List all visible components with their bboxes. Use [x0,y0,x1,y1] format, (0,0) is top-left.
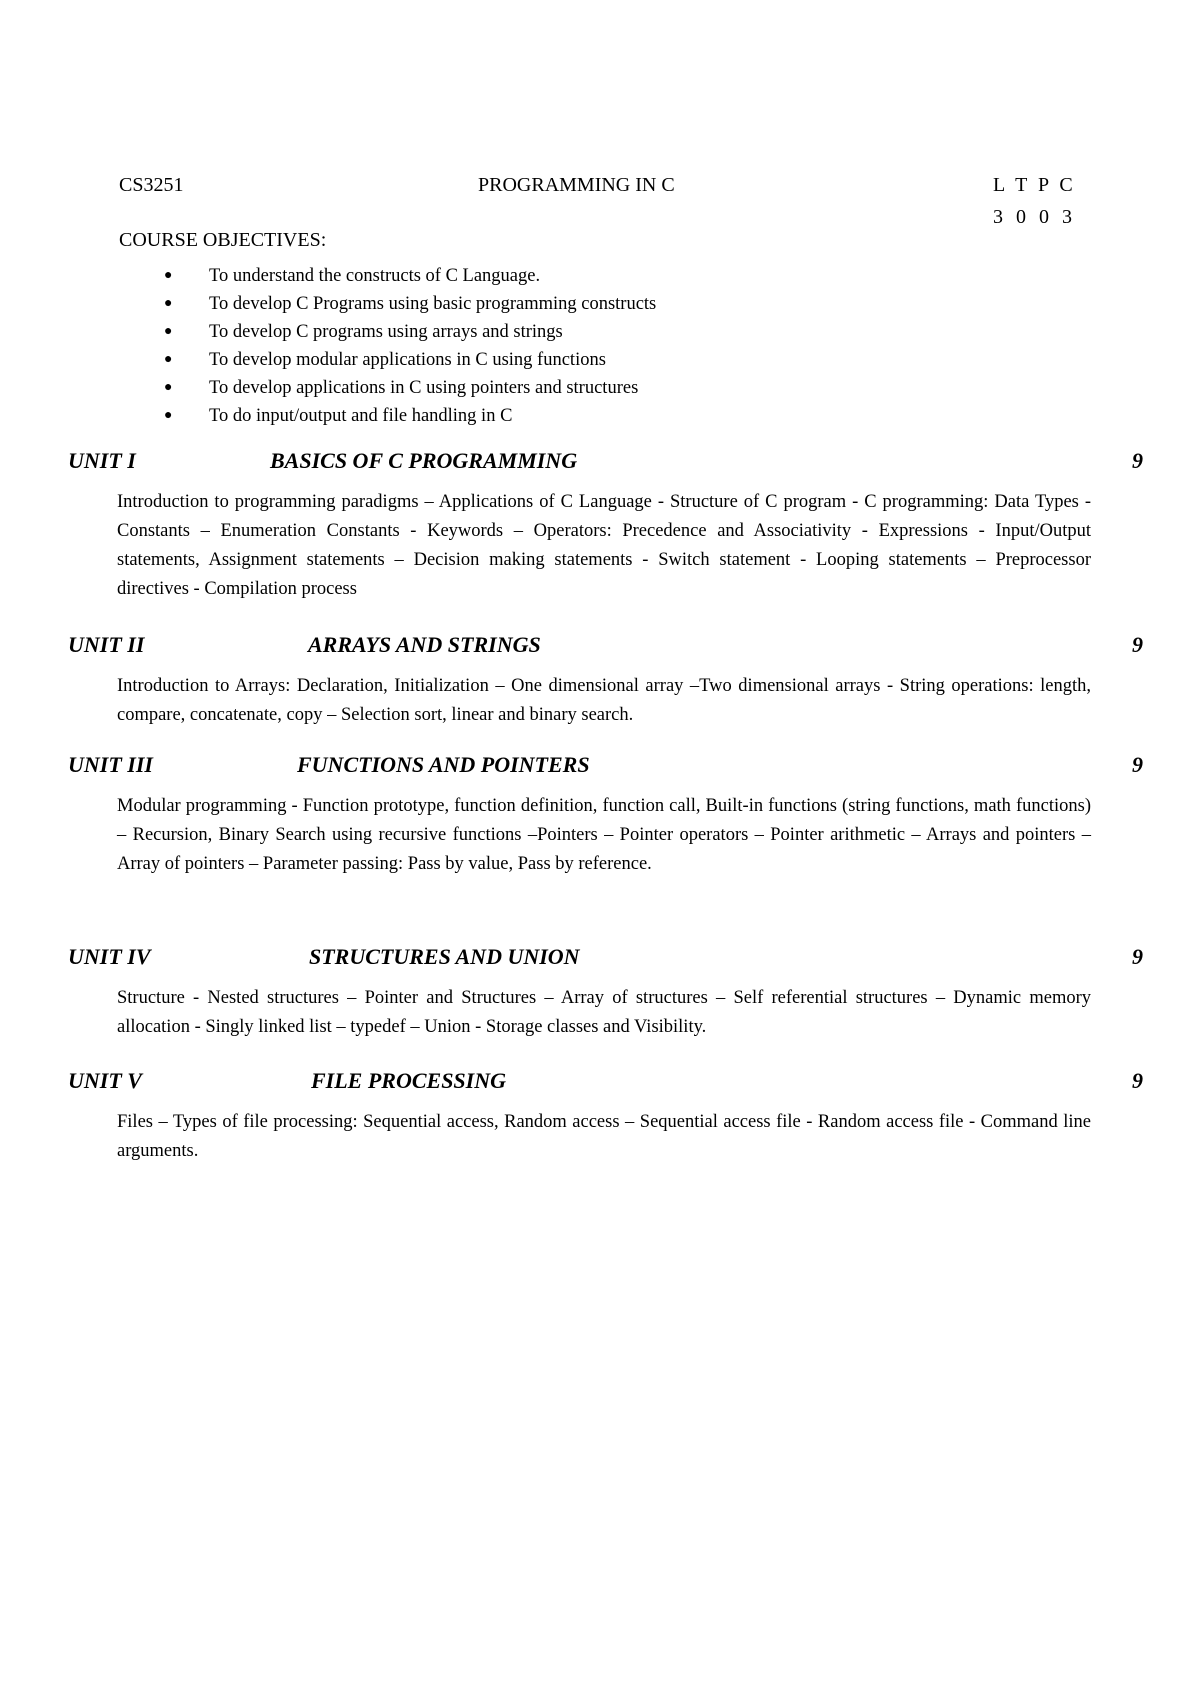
objectives-list [160,262,656,430]
ltpc-labels: L T P C [993,174,1073,196]
unit-1-heading [68,448,1143,478]
objective-item [160,318,656,346]
unit-hours: 9 [1132,448,1143,473]
objective-item [160,290,656,318]
unit-3-heading [68,752,1143,782]
objective-text: To develop C Programs using basic programming constructs [209,294,657,314]
objectives-heading: COURSE OBJECTIVES: [119,229,327,251]
bullet-icon: ● [164,352,173,367]
objective-item [160,402,656,430]
unit-hours: 9 [1132,632,1143,657]
unit-1-content: Introduction to programming paradigms – Applications of C Language - Structure of C program - C programming: Data Types - Constants – Enumeration Constants - Keywords – Operators: Precedence and Associativity - Expressions - Input/Output statements, Assignment statements – Decision making statements - Switch statement - Looping statements – Preprocessor directives - Compilation process [117,492,1091,599]
course-code: CS3251 [119,174,184,196]
ltpc-values: 3 0 0 3 [993,206,1072,228]
unit-4-content: Structure - Nested structures – Pointer and Structures – Array of structures – Self referential structures – Dynamic memory allocation - Singly linked list – typedef – Union - Storage classes and Visibility. [117,988,1091,1037]
objective-text: To develop applications in C using pointers and structures [209,378,639,398]
objective-text: To develop C programs using arrays and strings [209,322,563,342]
unit-2-content: Introduction to Arrays: Declaration, Initialization – One dimensional array –Two dimensional arrays - String operations: length, compare, concatenate, copy – Selection sort, linear and binary search. [117,676,1091,725]
unit-3-content: Modular programming - Function prototype, function definition, function call, Built-in functions (string functions, math functions) – Recursion, Binary Search using recursive functions –Pointers – Pointer operators – Pointer arithmetic – Arrays and pointers – Array of pointers – Parameter passing: Pass by value, Pass by reference. [117,796,1091,874]
unit-title: ARRAYS AND STRINGS [308,632,541,657]
bullet-icon: ● [164,296,173,311]
unit-label: UNIT II [68,632,145,657]
bullet-icon: ● [164,408,173,423]
objective-text: To develop modular applications in C using functions [209,350,606,370]
unit-title: STRUCTURES AND UNION [309,944,580,969]
unit-label: UNIT III [68,752,153,777]
objective-text: To understand the constructs of C Language. [209,266,541,286]
objective-item [160,262,656,290]
unit-label: UNIT I [68,448,136,473]
unit-label: UNIT V [68,1068,142,1093]
unit-title: FUNCTIONS AND POINTERS [297,752,590,777]
unit-5-content: Files – Types of file processing: Sequential access, Random access – Sequential access file - Random access file - Command line arguments. [117,1112,1091,1161]
bullet-icon: ● [164,324,173,339]
unit-5-heading [68,1068,1143,1098]
bullet-icon: ● [164,268,173,283]
unit-hours: 9 [1132,944,1143,969]
unit-title: FILE PROCESSING [311,1068,507,1093]
unit-4-heading [68,944,1143,974]
objective-item [160,346,656,374]
unit-title: BASICS OF C PROGRAMMING [270,448,578,473]
unit-hours: 9 [1132,752,1143,777]
unit-hours: 9 [1132,1068,1143,1093]
unit-2-heading [68,632,1143,662]
objective-text: To do input/output and file handling in C [209,406,513,426]
unit-label: UNIT IV [68,944,151,969]
course-title: PROGRAMMING IN C [478,174,675,196]
objective-item [160,374,656,402]
bullet-icon: ● [164,380,173,395]
